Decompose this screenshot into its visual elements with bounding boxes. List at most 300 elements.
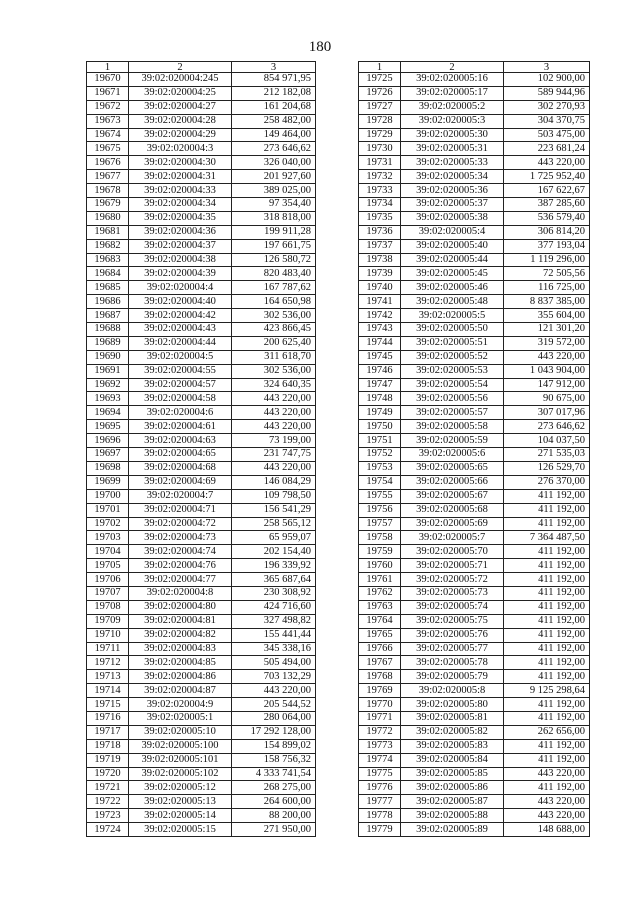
table-row: [359, 642, 590, 656]
value-cell: 302 270,93: [504, 100, 590, 114]
cadastral-number-cell: 39:02:020005:67: [401, 489, 504, 503]
value-cell: 9 125 298,64: [504, 684, 590, 698]
row-number-cell: 19686: [87, 295, 129, 309]
value-cell: 273 646,62: [504, 420, 590, 434]
value-cell: 411 192,00: [504, 698, 590, 712]
cadastral-number-cell: 39:02:020005:33: [401, 156, 504, 170]
cadastral-number-cell: 39:02:020005:68: [401, 503, 504, 517]
value-cell: 411 192,00: [504, 781, 590, 795]
cadastral-number-cell: 39:02:020004:36: [129, 225, 232, 239]
value-cell: 200 625,40: [232, 336, 316, 350]
table-row: [359, 128, 590, 142]
table-row: [359, 142, 590, 156]
value-cell: 156 541,29: [232, 503, 316, 517]
value-cell: 154 899,02: [232, 739, 316, 753]
value-cell: 271 950,00: [232, 823, 316, 837]
row-number-cell: 19688: [87, 323, 129, 337]
table-row: [359, 267, 590, 281]
value-cell: 536 579,40: [504, 211, 590, 225]
cadastral-number-cell: 39:02:020005:40: [401, 239, 504, 253]
value-cell: 324 640,35: [232, 378, 316, 392]
value-cell: 411 192,00: [504, 600, 590, 614]
value-cell: 318 818,00: [232, 211, 316, 225]
value-cell: 443 220,00: [232, 684, 316, 698]
table-row: [87, 295, 316, 309]
row-number-cell: 19768: [359, 670, 401, 684]
row-number-cell: 19716: [87, 711, 129, 725]
cadastral-number-cell: 39:02:020004:63: [129, 434, 232, 448]
cadastral-number-cell: 39:02:020005:80: [401, 698, 504, 712]
cadastral-number-cell: 39:02:020004:73: [129, 531, 232, 545]
row-number-cell: 19748: [359, 392, 401, 406]
row-number-cell: 19708: [87, 600, 129, 614]
cadastral-number-cell: 39:02:020004:7: [129, 489, 232, 503]
table-row: [359, 114, 590, 128]
cadastral-number-cell: 39:02:020004:68: [129, 461, 232, 475]
table-row: [87, 100, 316, 114]
value-cell: 355 604,00: [504, 309, 590, 323]
cadastral-number-cell: 39:02:020004:87: [129, 684, 232, 698]
row-number-cell: 19672: [87, 100, 129, 114]
table-row: [359, 184, 590, 198]
cadastral-number-cell: 39:02:020004:74: [129, 545, 232, 559]
row-number-cell: 19714: [87, 684, 129, 698]
table-row: [87, 434, 316, 448]
table-header-row: [359, 62, 590, 73]
table-row: [359, 198, 590, 212]
table-row: [87, 323, 316, 337]
cadastral-number-cell: 39:02:020005:3: [401, 114, 504, 128]
table-row: [87, 698, 316, 712]
row-number-cell: 19685: [87, 281, 129, 295]
value-cell: 365 687,64: [232, 573, 316, 587]
cadastral-number-cell: 39:02:020004:38: [129, 253, 232, 267]
value-cell: 411 192,00: [504, 656, 590, 670]
table-row: [87, 225, 316, 239]
cadastral-number-cell: 39:02:020004:39: [129, 267, 232, 281]
cadastral-number-cell: 39:02:020004:3: [129, 142, 232, 156]
table-row: [87, 670, 316, 684]
value-cell: 411 192,00: [504, 642, 590, 656]
cadastral-number-cell: 39:02:020005:15: [129, 823, 232, 837]
row-number-cell: 19735: [359, 211, 401, 225]
table-row: [87, 489, 316, 503]
row-number-cell: 19687: [87, 309, 129, 323]
value-cell: 411 192,00: [504, 628, 590, 642]
value-cell: 197 661,75: [232, 239, 316, 253]
value-cell: 411 192,00: [504, 517, 590, 531]
value-cell: 411 192,00: [504, 739, 590, 753]
cadastral-number-cell: 39:02:020004:245: [129, 73, 232, 87]
table-row: [87, 809, 316, 823]
table-row: [87, 350, 316, 364]
table-row: [87, 545, 316, 559]
value-cell: 88 200,00: [232, 809, 316, 823]
row-number-cell: 19777: [359, 795, 401, 809]
table-row: [359, 100, 590, 114]
cadastral-number-cell: 39:02:020005:13: [129, 795, 232, 809]
row-number-cell: 19772: [359, 725, 401, 739]
row-number-cell: 19725: [359, 73, 401, 87]
table-row: [87, 614, 316, 628]
value-cell: 231 747,75: [232, 448, 316, 462]
cadastral-number-cell: 39:02:020005:30: [401, 128, 504, 142]
value-cell: 205 544,52: [232, 698, 316, 712]
table-row: [87, 753, 316, 767]
cadastral-number-cell: 39:02:020005:74: [401, 600, 504, 614]
value-cell: 345 338,16: [232, 642, 316, 656]
row-number-cell: 19766: [359, 642, 401, 656]
table-row: [359, 295, 590, 309]
row-number-cell: 19697: [87, 448, 129, 462]
cadastral-number-cell: 39:02:020004:35: [129, 211, 232, 225]
column-header-3: 3: [504, 62, 590, 73]
table-row: [87, 281, 316, 295]
row-number-cell: 19715: [87, 698, 129, 712]
column-header-2: 2: [129, 62, 232, 73]
row-number-cell: 19722: [87, 795, 129, 809]
value-cell: 302 536,00: [232, 364, 316, 378]
row-number-cell: 19721: [87, 781, 129, 795]
table-row: [359, 170, 590, 184]
row-number-cell: 19754: [359, 475, 401, 489]
row-number-cell: 19769: [359, 684, 401, 698]
row-number-cell: 19718: [87, 739, 129, 753]
value-cell: 411 192,00: [504, 545, 590, 559]
table-row: [359, 309, 590, 323]
value-cell: 146 084,29: [232, 475, 316, 489]
table-row: [87, 795, 316, 809]
column-header-1: 1: [359, 62, 401, 73]
cadastral-number-cell: 39:02:020005:45: [401, 267, 504, 281]
table-row: [87, 711, 316, 725]
row-number-cell: 19743: [359, 323, 401, 337]
table-row: [87, 198, 316, 212]
row-number-cell: 19761: [359, 573, 401, 587]
value-cell: 443 220,00: [504, 809, 590, 823]
table-row: [359, 350, 590, 364]
row-number-cell: 19731: [359, 156, 401, 170]
table-row: [87, 600, 316, 614]
cadastral-number-cell: 39:02:020005:86: [401, 781, 504, 795]
table-row: [359, 225, 590, 239]
cadastral-number-cell: 39:02:020004:57: [129, 378, 232, 392]
row-number-cell: 19689: [87, 336, 129, 350]
cadastral-number-cell: 39:02:020004:28: [129, 114, 232, 128]
value-cell: 202 154,40: [232, 545, 316, 559]
table-row: [87, 336, 316, 350]
row-number-cell: 19737: [359, 239, 401, 253]
value-cell: 302 536,00: [232, 309, 316, 323]
row-number-cell: 19765: [359, 628, 401, 642]
row-number-cell: 19723: [87, 809, 129, 823]
row-number-cell: 19775: [359, 767, 401, 781]
value-cell: 65 959,07: [232, 531, 316, 545]
table-row: [87, 364, 316, 378]
table-row: [87, 406, 316, 420]
row-number-cell: 19730: [359, 142, 401, 156]
table-row: [87, 767, 316, 781]
table-row: [87, 517, 316, 531]
table-row: [87, 142, 316, 156]
table-row: [359, 434, 590, 448]
value-cell: 116 725,00: [504, 281, 590, 295]
table-row: [359, 767, 590, 781]
value-cell: 8 837 385,00: [504, 295, 590, 309]
cadastral-number-cell: 39:02:020004:61: [129, 420, 232, 434]
row-number-cell: 19734: [359, 198, 401, 212]
cadastral-number-cell: 39:02:020004:43: [129, 323, 232, 337]
table-row: [87, 823, 316, 837]
value-cell: 327 498,82: [232, 614, 316, 628]
row-number-cell: 19774: [359, 753, 401, 767]
table-row: [359, 600, 590, 614]
row-number-cell: 19733: [359, 184, 401, 198]
value-cell: 262 656,00: [504, 725, 590, 739]
table-row: [359, 573, 590, 587]
table-row: [359, 823, 590, 837]
value-cell: 854 971,95: [232, 73, 316, 87]
row-number-cell: 19756: [359, 503, 401, 517]
value-cell: 17 292 128,00: [232, 725, 316, 739]
table-row: [87, 475, 316, 489]
value-cell: 264 600,00: [232, 795, 316, 809]
row-number-cell: 19701: [87, 503, 129, 517]
row-number-cell: 19759: [359, 545, 401, 559]
table-row: [359, 586, 590, 600]
row-number-cell: 19755: [359, 489, 401, 503]
value-cell: 90 675,00: [504, 392, 590, 406]
row-number-cell: 19670: [87, 73, 129, 87]
registry-table-left: [86, 61, 316, 837]
table-row: [359, 656, 590, 670]
row-number-cell: 19671: [87, 86, 129, 100]
table-row: [87, 392, 316, 406]
value-cell: 121 301,20: [504, 323, 590, 337]
column-header-1: 1: [87, 62, 129, 73]
value-cell: 443 220,00: [504, 350, 590, 364]
table-row: [359, 698, 590, 712]
cadastral-number-cell: 39:02:020005:89: [401, 823, 504, 837]
value-cell: 424 716,60: [232, 600, 316, 614]
row-number-cell: 19679: [87, 198, 129, 212]
value-cell: 443 220,00: [504, 156, 590, 170]
cadastral-number-cell: 39:02:020005:53: [401, 364, 504, 378]
cadastral-number-cell: 39:02:020005:7: [401, 531, 504, 545]
value-cell: 201 927,60: [232, 170, 316, 184]
value-cell: 212 182,08: [232, 86, 316, 100]
cadastral-number-cell: 39:02:020005:69: [401, 517, 504, 531]
table-row: [359, 531, 590, 545]
table-row: [359, 517, 590, 531]
table-row: [359, 323, 590, 337]
value-cell: 411 192,00: [504, 559, 590, 573]
table-row: [87, 73, 316, 87]
table-row: [87, 156, 316, 170]
row-number-cell: 19727: [359, 100, 401, 114]
table-row: [87, 253, 316, 267]
cadastral-number-cell: 39:02:020005:46: [401, 281, 504, 295]
row-number-cell: 19758: [359, 531, 401, 545]
cadastral-number-cell: 39:02:020005:76: [401, 628, 504, 642]
row-number-cell: 19704: [87, 545, 129, 559]
cadastral-number-cell: 39:02:020004:69: [129, 475, 232, 489]
value-cell: 73 199,00: [232, 434, 316, 448]
cadastral-number-cell: 39:02:020005:100: [129, 739, 232, 753]
row-number-cell: 19764: [359, 614, 401, 628]
value-cell: 102 900,00: [504, 73, 590, 87]
row-number-cell: 19681: [87, 225, 129, 239]
cadastral-number-cell: 39:02:020005:1: [129, 711, 232, 725]
row-number-cell: 19676: [87, 156, 129, 170]
table-row: [87, 684, 316, 698]
cadastral-number-cell: 39:02:020005:44: [401, 253, 504, 267]
table-row: [87, 559, 316, 573]
row-number-cell: 19753: [359, 461, 401, 475]
cadastral-number-cell: 39:02:020005:73: [401, 586, 504, 600]
cadastral-number-cell: 39:02:020005:34: [401, 170, 504, 184]
cadastral-number-cell: 39:02:020005:85: [401, 767, 504, 781]
table-row: [87, 781, 316, 795]
row-number-cell: 19740: [359, 281, 401, 295]
row-number-cell: 19691: [87, 364, 129, 378]
row-number-cell: 19749: [359, 406, 401, 420]
value-cell: 443 220,00: [232, 461, 316, 475]
table-row: [359, 809, 590, 823]
row-number-cell: 19752: [359, 448, 401, 462]
cadastral-number-cell: 39:02:020004:82: [129, 628, 232, 642]
cadastral-number-cell: 39:02:020005:71: [401, 559, 504, 573]
row-number-cell: 19684: [87, 267, 129, 281]
cadastral-number-cell: 39:02:020005:8: [401, 684, 504, 698]
cadastral-number-cell: 39:02:020005:87: [401, 795, 504, 809]
cadastral-number-cell: 39:02:020005:12: [129, 781, 232, 795]
table-row: [87, 420, 316, 434]
row-number-cell: 19692: [87, 378, 129, 392]
table-row: [87, 309, 316, 323]
cadastral-number-cell: 39:02:020005:75: [401, 614, 504, 628]
value-cell: 258 565,12: [232, 517, 316, 531]
value-cell: 443 220,00: [504, 795, 590, 809]
table-row: [359, 406, 590, 420]
table-row: [359, 86, 590, 100]
table-row: [359, 253, 590, 267]
value-cell: 411 192,00: [504, 489, 590, 503]
value-cell: 423 866,45: [232, 323, 316, 337]
cadastral-number-cell: 39:02:020005:72: [401, 573, 504, 587]
table-row: [359, 420, 590, 434]
row-number-cell: 19750: [359, 420, 401, 434]
table-row: [87, 86, 316, 100]
cadastral-number-cell: 39:02:020004:71: [129, 503, 232, 517]
value-cell: 271 535,03: [504, 448, 590, 462]
value-cell: 505 494,00: [232, 656, 316, 670]
cadastral-number-cell: 39:02:020004:77: [129, 573, 232, 587]
value-cell: 126 529,70: [504, 461, 590, 475]
value-cell: 158 756,32: [232, 753, 316, 767]
value-cell: 411 192,00: [504, 573, 590, 587]
value-cell: 304 370,75: [504, 114, 590, 128]
table-row: [359, 281, 590, 295]
row-number-cell: 19673: [87, 114, 129, 128]
row-number-cell: 19738: [359, 253, 401, 267]
row-number-cell: 19741: [359, 295, 401, 309]
table-header-row: [87, 62, 316, 73]
cadastral-number-cell: 39:02:020005:66: [401, 475, 504, 489]
row-number-cell: 19736: [359, 225, 401, 239]
cadastral-number-cell: 39:02:020005:57: [401, 406, 504, 420]
table-row: [359, 73, 590, 87]
page-number: 180: [308, 39, 332, 55]
value-cell: 97 354,40: [232, 198, 316, 212]
row-number-cell: 19726: [359, 86, 401, 100]
value-cell: 306 814,20: [504, 225, 590, 239]
value-cell: 268 275,00: [232, 781, 316, 795]
row-number-cell: 19683: [87, 253, 129, 267]
row-number-cell: 19695: [87, 420, 129, 434]
row-number-cell: 19773: [359, 739, 401, 753]
value-cell: 443 220,00: [232, 420, 316, 434]
cadastral-number-cell: 39:02:020004:44: [129, 336, 232, 350]
cadastral-number-cell: 39:02:020004:80: [129, 600, 232, 614]
table-row: [359, 489, 590, 503]
cadastral-number-cell: 39:02:020005:79: [401, 670, 504, 684]
row-number-cell: 19674: [87, 128, 129, 142]
column-header-3: 3: [232, 62, 316, 73]
cadastral-number-cell: 39:02:020004:72: [129, 517, 232, 531]
cadastral-number-cell: 39:02:020005:14: [129, 809, 232, 823]
value-cell: 280 064,00: [232, 711, 316, 725]
row-number-cell: 19767: [359, 656, 401, 670]
value-cell: 104 037,50: [504, 434, 590, 448]
value-cell: 443 220,00: [232, 392, 316, 406]
value-cell: 149 464,00: [232, 128, 316, 142]
value-cell: 319 572,00: [504, 336, 590, 350]
value-cell: 589 944,96: [504, 86, 590, 100]
value-cell: 503 475,00: [504, 128, 590, 142]
table-row: [359, 753, 590, 767]
table-row: [87, 531, 316, 545]
cadastral-number-cell: 39:02:020005:31: [401, 142, 504, 156]
value-cell: 820 483,40: [232, 267, 316, 281]
row-number-cell: 19770: [359, 698, 401, 712]
value-cell: 411 192,00: [504, 711, 590, 725]
value-cell: 230 308,92: [232, 586, 316, 600]
cadastral-number-cell: 39:02:020004:85: [129, 656, 232, 670]
row-number-cell: 19711: [87, 642, 129, 656]
cadastral-number-cell: 39:02:020005:2: [401, 100, 504, 114]
value-cell: 276 370,00: [504, 475, 590, 489]
cadastral-number-cell: 39:02:020005:48: [401, 295, 504, 309]
row-number-cell: 19712: [87, 656, 129, 670]
table-row: [87, 725, 316, 739]
cadastral-number-cell: 39:02:020005:83: [401, 739, 504, 753]
cadastral-number-cell: 39:02:020005:16: [401, 73, 504, 87]
row-number-cell: 19675: [87, 142, 129, 156]
cadastral-number-cell: 39:02:020004:65: [129, 448, 232, 462]
cadastral-number-cell: 39:02:020004:25: [129, 86, 232, 100]
row-number-cell: 19720: [87, 767, 129, 781]
table-row: [359, 628, 590, 642]
cadastral-number-cell: 39:02:020004:86: [129, 670, 232, 684]
value-cell: 387 285,60: [504, 198, 590, 212]
value-cell: 126 580,72: [232, 253, 316, 267]
row-number-cell: 19706: [87, 573, 129, 587]
row-number-cell: 19702: [87, 517, 129, 531]
row-number-cell: 19699: [87, 475, 129, 489]
cadastral-number-cell: 39:02:020004:83: [129, 642, 232, 656]
table-row: [87, 448, 316, 462]
